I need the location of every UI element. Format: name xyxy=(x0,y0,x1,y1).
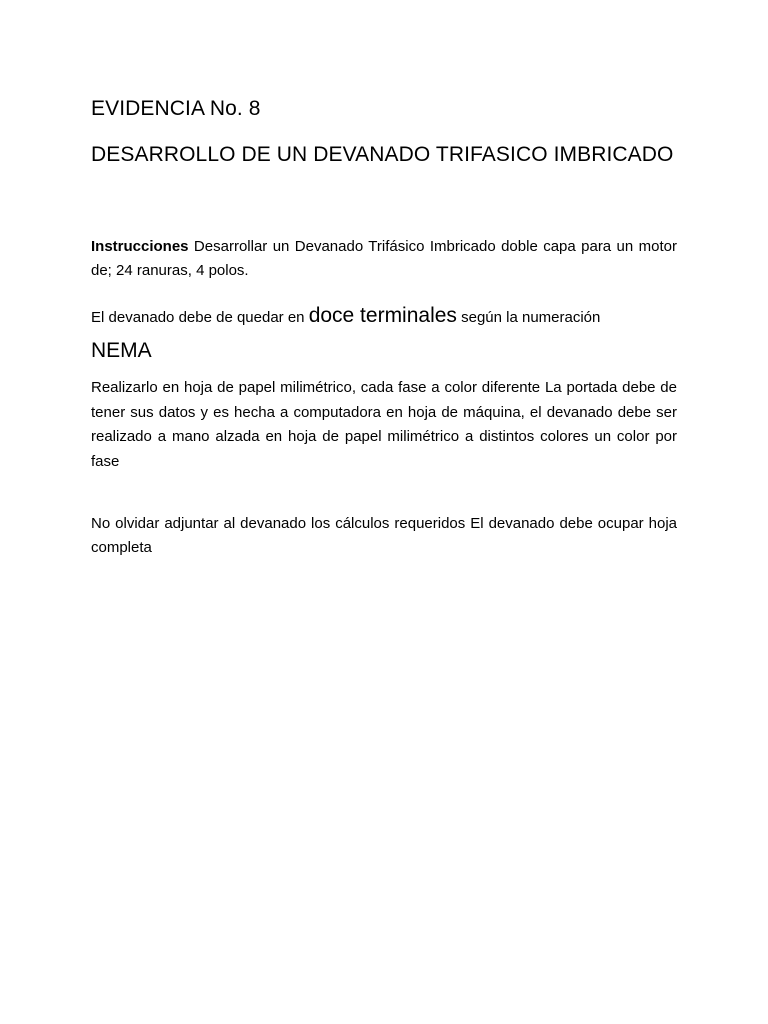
terminals-emphasis: doce terminales xyxy=(308,304,457,327)
instructions-label: Instrucciones xyxy=(91,238,189,255)
terminals-text-after: según la numeración xyxy=(456,309,601,326)
instructions-paragraph xyxy=(91,235,677,283)
terminals-text-before: El devanado debe de quedar en xyxy=(91,309,309,326)
document-title: DESARROLLO DE UN DEVANADO TRIFASICO IMBRICADO xyxy=(91,143,674,166)
terminals-paragraph xyxy=(91,302,677,366)
final-paragraph: No olvidar adjuntar al devanado los cálculos requeridos El devanado debe ocupar hoja completa xyxy=(91,515,677,556)
realize-paragraph: Realizarlo en hoja de papel milimétrico, cada fase a color diferente La portada debe de tener sus datos y es hecha a computadora en hoja de máquina, el devanado debe ser realizado a mano alzada en hoja de papel milimétrico a distintos colores un color por fase xyxy=(91,379,677,470)
nema-label: NEMA xyxy=(91,339,152,362)
evidence-heading: EVIDENCIA No. 8 xyxy=(91,97,261,120)
instructions-text: Desarrollar un Devanado Trifásico Imbricado doble capa para un motor de; 24 ranuras, 4 polos. xyxy=(91,238,677,279)
document-content xyxy=(91,92,677,560)
